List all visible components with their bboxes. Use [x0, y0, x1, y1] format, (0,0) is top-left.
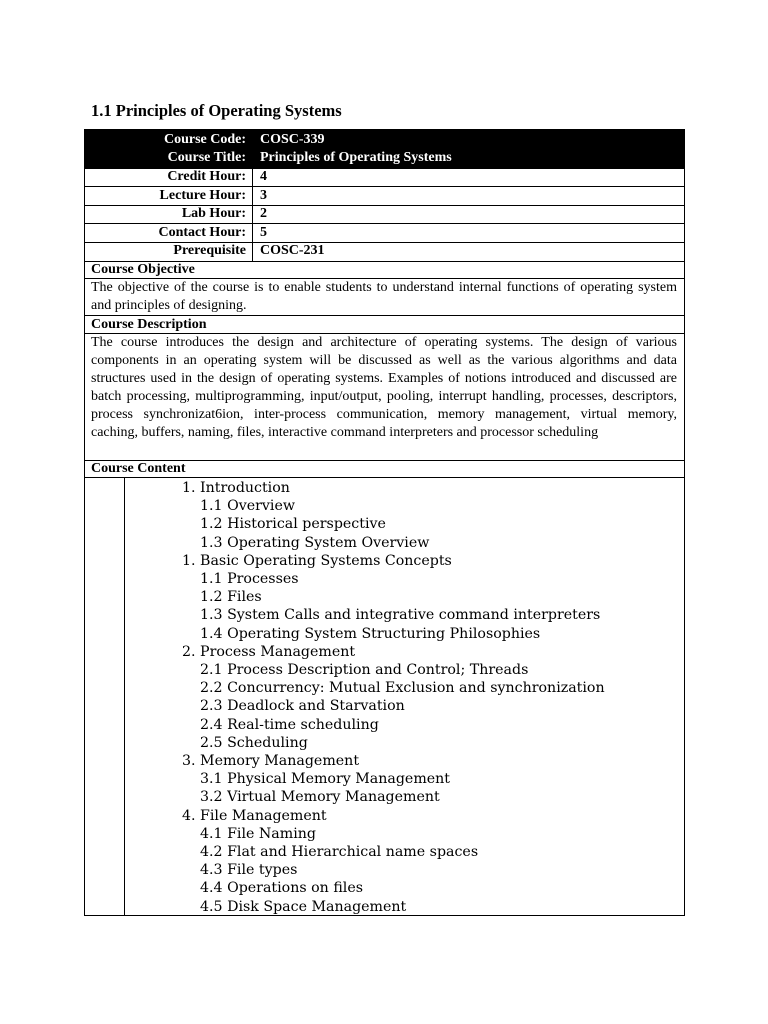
content-subtopic: 1.4 Operating System Structuring Philosophies: [200, 625, 541, 642]
description-text: The course introduces the design and architecture of operating systems. The design of various components in an operating system will be discussed as well as the various algorithms and data structures used in the design of operating systems. Examples of notions introduced and discussed are batch processing, multiprogramming, input/output, pooling, interrupt handling, processes, descriptors, process synchronizat6ion, inter-process communication, memory management, virtual memory, caching, buffers, naming, files, interactive command interpreters and processor scheduling: [91, 335, 677, 441]
content-title: Course Content: [91, 461, 186, 476]
content-subtopic: 1.3 System Calls and integrative command interpreters: [200, 607, 601, 624]
course-content-list: [85, 478, 684, 915]
credit-hour-value: 4: [260, 169, 267, 184]
content-subtopic: 4.2 Flat and Hierarchical name spaces: [200, 844, 479, 860]
content-topic: 1. Basic Operating Systems Concepts: [182, 552, 452, 569]
course-code-value: COSC-339: [260, 132, 325, 147]
content-subtopic: 2.2 Concurrency: Mutual Exclusion and synchronization: [200, 680, 605, 697]
content-subtopic: 2.5 Scheduling: [200, 734, 308, 751]
credit-hour-label: Credit Hour:: [167, 169, 246, 184]
content-topic: 4. File Management: [182, 807, 327, 824]
content-subtopic: 1.3 Operating System Overview: [200, 534, 430, 551]
contact-hour-value: 5: [260, 225, 267, 240]
content-subtopic: 3.2 Virtual Memory Management: [200, 789, 440, 806]
content-topic: 1. Introduction: [182, 480, 290, 496]
lab-hour-label: Lab Hour:: [181, 206, 246, 221]
lecture-hour-value: 3: [260, 188, 267, 203]
content-subtopic: 3.1 Physical Memory Management: [200, 771, 451, 788]
content-subtopic: 1.1 Overview: [200, 498, 295, 515]
content-subtopic: 1.2 Files: [200, 589, 262, 606]
column-divider: [252, 168, 253, 262]
course-table: [84, 129, 685, 916]
prerequisite-label: Prerequisite: [173, 243, 246, 258]
lecture-hour-label: Lecture Hour:: [159, 188, 246, 203]
content-subtopic: 2.1 Process Description and Control; Threads: [200, 662, 529, 678]
content-subtopic: 4.3 File types: [200, 862, 298, 879]
content-subtopic: 4.5 Disk Space Management: [200, 898, 407, 915]
description-title: Course Description: [91, 317, 207, 332]
lab-hour-value: 2: [260, 206, 267, 221]
column-divider: [124, 478, 125, 915]
prerequisite-value: COSC-231: [260, 243, 325, 258]
course-header-block: [85, 130, 684, 168]
content-topic: 2. Process Management: [182, 643, 356, 660]
course-title-label: Course Title:: [167, 150, 246, 165]
page-heading: 1.1 Principles of Operating Systems: [91, 101, 342, 120]
content-subtopic: 1.2 Historical perspective: [200, 516, 386, 533]
course-code-label: Course Code:: [163, 132, 246, 147]
content-subtopic: 4.1 File Naming: [200, 825, 316, 842]
content-subtopic: 4.4 Operations on files: [200, 880, 363, 897]
objective-title: Course Objective: [91, 262, 195, 277]
content-subtopic: 1.1 Processes: [200, 571, 299, 587]
content-topic: 3. Memory Management: [182, 753, 360, 769]
content-subtopic: 2.4 Real-time scheduling: [200, 716, 379, 733]
course-title-value: Principles of Operating Systems: [260, 150, 452, 165]
contact-hour-label: Contact Hour:: [158, 225, 246, 240]
content-subtopic: 2.3 Deadlock and Starvation: [200, 698, 405, 715]
objective-text: The objective of the course is to enable students to understand internal functions of operating system and principles of designing.: [91, 280, 677, 314]
